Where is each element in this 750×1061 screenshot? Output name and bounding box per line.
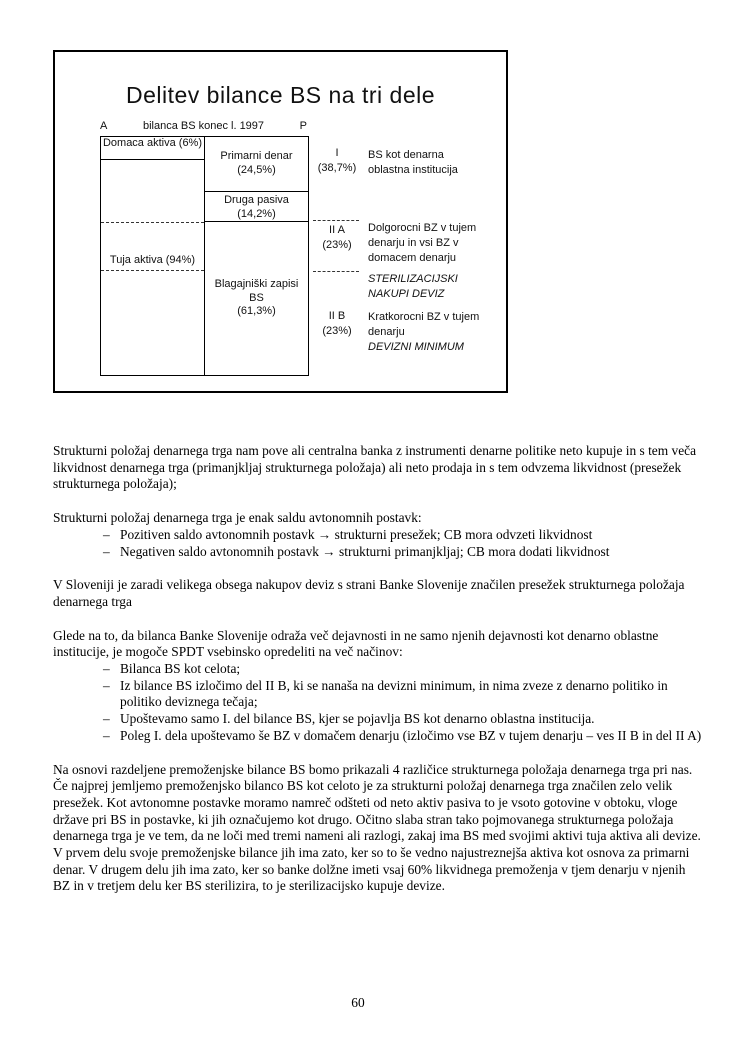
section-2b-pct: (23%) (322, 325, 352, 337)
section-2a-emphasis (368, 272, 458, 302)
paragraph-slovenia-surplus: V Sloveniji je zaradi velikega obsega nakupov deviz s strani Banke Slovenije značilen presežek strukturnega položaja denarnega trga (53, 577, 685, 609)
cell-bs-bills-line3: (61,3%) (237, 305, 276, 317)
cell-primary-money (205, 137, 308, 192)
paragraph-four-variants: Na osnovi razdeljene premoženjske bilance BS bomo prikazali 4 različice strukturnega položaja denarnega trga pri nas. (53, 761, 693, 777)
section-2b-roman: II B (328, 310, 346, 322)
cell-other-liabilities-line1: Druga pasiva (224, 194, 289, 206)
dashed-separator-left-2 (101, 270, 204, 271)
dashed-separator-left-1 (101, 222, 204, 223)
bullet-dash: – (103, 727, 110, 743)
section-2b-description (368, 310, 479, 355)
cell-bs-bills-line1: Blagajniški zapisi (214, 278, 299, 290)
bullet-plus-domestic-bz (53, 728, 703, 745)
bullet-dash: – (103, 677, 110, 693)
section-1-pct: (38,7%) (317, 162, 357, 174)
bullet-dash: – (103, 661, 110, 677)
slide-title: Delitev bilance BS na tri dele (125, 82, 436, 108)
cell-other-liabilities-line2: (14,2%) (237, 207, 276, 220)
section-2a-emph-line1: STERILIZACIJSKI (368, 273, 458, 285)
section-2a-description (368, 221, 476, 266)
body-text (53, 443, 703, 895)
section-2a-emph-line2: NAKUPI DEVIZ (368, 288, 445, 300)
section-2a-desc-line1: Dolgorocni BZ v tujem (368, 222, 477, 234)
slide-frame (53, 50, 508, 393)
bullet-bs-whole (53, 661, 703, 678)
section-1-roman: I (335, 147, 339, 159)
bullet-positive-balance (53, 527, 703, 544)
balance-sheet-table (100, 136, 309, 376)
bullet-exclude-iib-text: Iz bilance BS izločimo del II B, ki se nanaša na devizni minimum, in nima zveze z denarno politiko in politiko deviznega tečaja; (120, 677, 668, 710)
bullet-list-autonomous (53, 527, 703, 560)
section-1-description (368, 148, 458, 178)
bullet-negative-balance (53, 544, 703, 561)
section-1-label (307, 146, 367, 176)
bullet-dash: – (103, 526, 110, 542)
bullet-negative-balance-text: Negativen saldo avtonomnih postavk → strukturni primanjkljaj; CB mora dodati likvidnost (120, 543, 610, 559)
section-2a-label (307, 223, 367, 253)
section-2a-pct: (23%) (322, 239, 352, 251)
cell-bs-bills-line2: BS (249, 291, 264, 304)
bullet-only-part-i-text: Upoštevamo samo I. del bilance BS, kjer se pojavlja BS kot denarno oblastna institucija. (120, 711, 595, 727)
section-2a-desc-line2: denarju in vsi BZ v (368, 237, 459, 249)
section-2b-emph-line1: DEVIZNI MINIMUM (368, 341, 464, 353)
bullet-dash: – (103, 543, 110, 559)
paragraph-autonomous-items-head: Strukturni položaj denarnega trga je enak saldu avtonomnih postavk: (53, 510, 422, 526)
paragraph-bs-as-whole-analysis: Če najprej jemljemo premoženjsko bilanco BS kot celoto je za strukturni položaj denarnega trga značilen zelo velik presežek. Kot avtonomne postavke moramo namreč odšteti od neto aktiv pasiva to je vsoto gotovine v obtoku, vloge države pri BS in postavke, ki jih označujemo kot drugo. Očitno slaba stran tako pojmovanega strukturnega položaja denarnega trga je ve tem, da ne loči med tremi nameni ali razlogi, zakaj ima BS med svojimi aktivi tuja aktiva ali devize. V prvem delu svoje premoženjske bilance jih ima zato, ker so to še vedno najustreznejša aktiva kot osnova za primarni denar. V drugem delu jih ima zato, ker so banke dolžne imeti vsaj 60% likvidnega premoženja v tjem denarju v njenih BZ in v tretjem delu ker BS sterilizira, to je sterilizacijsko kupuje devize. (53, 778, 701, 894)
cell-primary-money-line2: (24,5%) (237, 163, 276, 176)
cell-bs-bills (205, 278, 308, 319)
bullet-only-part-i (53, 711, 703, 728)
paragraph-spdt-head: Glede na to, da bilanca Banke Slovenije odraža več dejavnosti in ne samo njenih dejavnosti kot denarno oblastne institucije, je mogoče SPDT vsebinsko opredeliti na več načinov: (53, 627, 659, 660)
bullet-list-spdt-definitions (53, 661, 703, 745)
section-2a-roman: II A (329, 224, 345, 236)
cell-other-liabilities (205, 192, 308, 222)
section-2b-label (307, 309, 367, 339)
paragraph-structural-position: Strukturni položaj denarnega trga nam pove ali centralna banka z instrumenti denarne politike neto kupuje in s tem veča likvidnost denarnega trga (primanjkljaj strukturnega položaja) ali neto prodaja in s tem odvzema likvidnost (presežek strukturnega položaja); (53, 443, 697, 492)
assets-label: A (100, 120, 108, 132)
dashed-separator-right-2 (313, 271, 359, 272)
section-2a-desc-line3: domacem denarju (368, 252, 457, 264)
liabilities-label: P (299, 120, 307, 132)
bullet-plus-domestic-bz-text: Poleg I. dela upoštevamo še BZ v domačem denarju (izločimo vse BZ v tujem denarju – ves II B in del II A) (120, 727, 702, 743)
section-2b-desc-line1: Kratkorocni BZ v tujem (368, 311, 480, 323)
bullet-bs-whole-text: Bilanca BS kot celota; (120, 661, 241, 677)
bullet-dash: – (103, 711, 110, 727)
dashed-separator-right-1 (313, 220, 359, 221)
bullet-exclude-iib (53, 678, 703, 711)
section-1-desc-line1: BS kot denarna (368, 149, 444, 161)
cell-primary-money-line1: Primarni denar (220, 150, 293, 162)
balance-caption: bilanca BS konec l. 1997 (142, 120, 265, 132)
cell-domestic-assets: Domaca aktiva (6%) (101, 137, 204, 160)
section-2b-desc-line2: denarju (368, 326, 405, 338)
page-number: 60 (351, 995, 365, 1010)
cell-foreign-assets: Tuja aktiva (94%) (109, 254, 196, 266)
section-1-desc-line2: oblastna institucija (368, 164, 458, 176)
balance-sheet-header (100, 120, 307, 132)
bullet-positive-balance-text: Pozitiven saldo avtonomnih postavk → strukturni presežek; CB mora odvzeti likvidnost (120, 526, 593, 542)
